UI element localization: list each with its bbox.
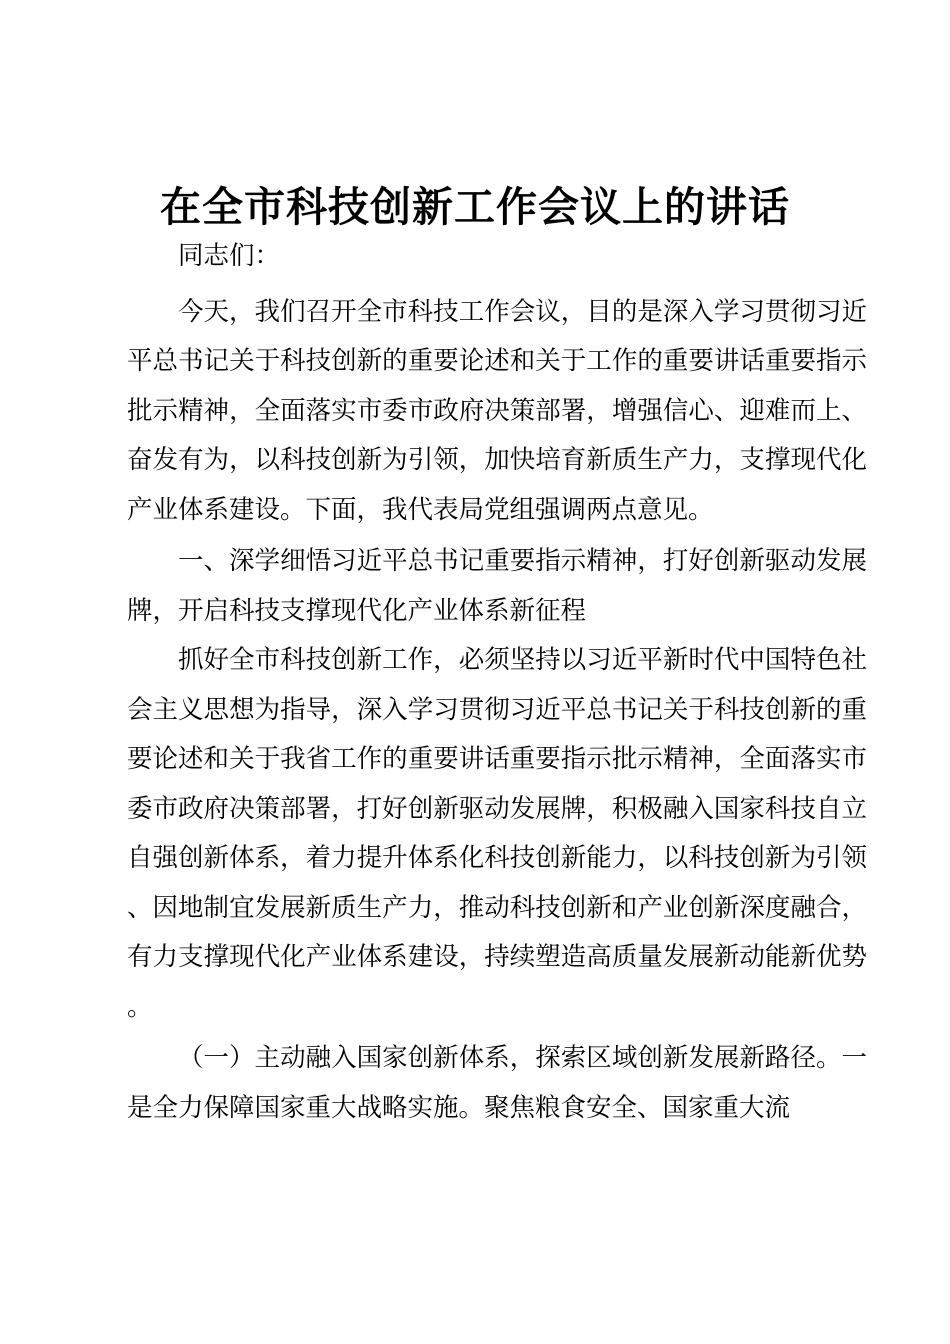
salutation: 同志们： [178,241,281,271]
document-title: 在全市科技创新工作会议上的讲话 [160,183,790,231]
paragraph-intro: 今天，我们召开全市科技工作会议，目的是深入学习贯彻习近平总书记关于科技创新的重要论述和关于工作的重要讲话重要指示批示精神，全面落实市委市政府决策部署，增强信心、迎难而上、奋发有为，以科技创新为引领，加快培育新质生产力，支撑现代化产业体系建设。下面，我代表局党组强调两点意见。 [127,296,867,525]
document-body [127,232,867,1133]
paragraph-subsection-one: （一）主动融入国家创新体系，探索区域创新发展新路径。一是全力保障国家重大战略实施。聚焦粮食安全、国家重大流 [127,1043,867,1123]
paragraph-section-one: 抓好全市科技创新工作，必须坚持以习近平新时代中国特色社会主义思想为指导，深入学习贯彻习近平总书记关于科技创新的重要论述和关于我省工作的重要讲话重要指示批示精神，全面落实市委市政府决策部署，打好创新驱动发展牌，积极融入国家科技自立自强创新体系，着力提升体系化科技创新能力，以科技创新为引领、因地制宜发展新质生产力，推动科技创新和产业创新深度融合，有力支撑现代化产业体系建设，持续塑造高质量发展新动能新优势。 [127,645,867,1022]
section-heading-one: 一、深学细悟习近平总书记重要指示精神，打好创新驱动发展牌，开启科技支撑现代化产业体系新征程 [127,546,867,626]
